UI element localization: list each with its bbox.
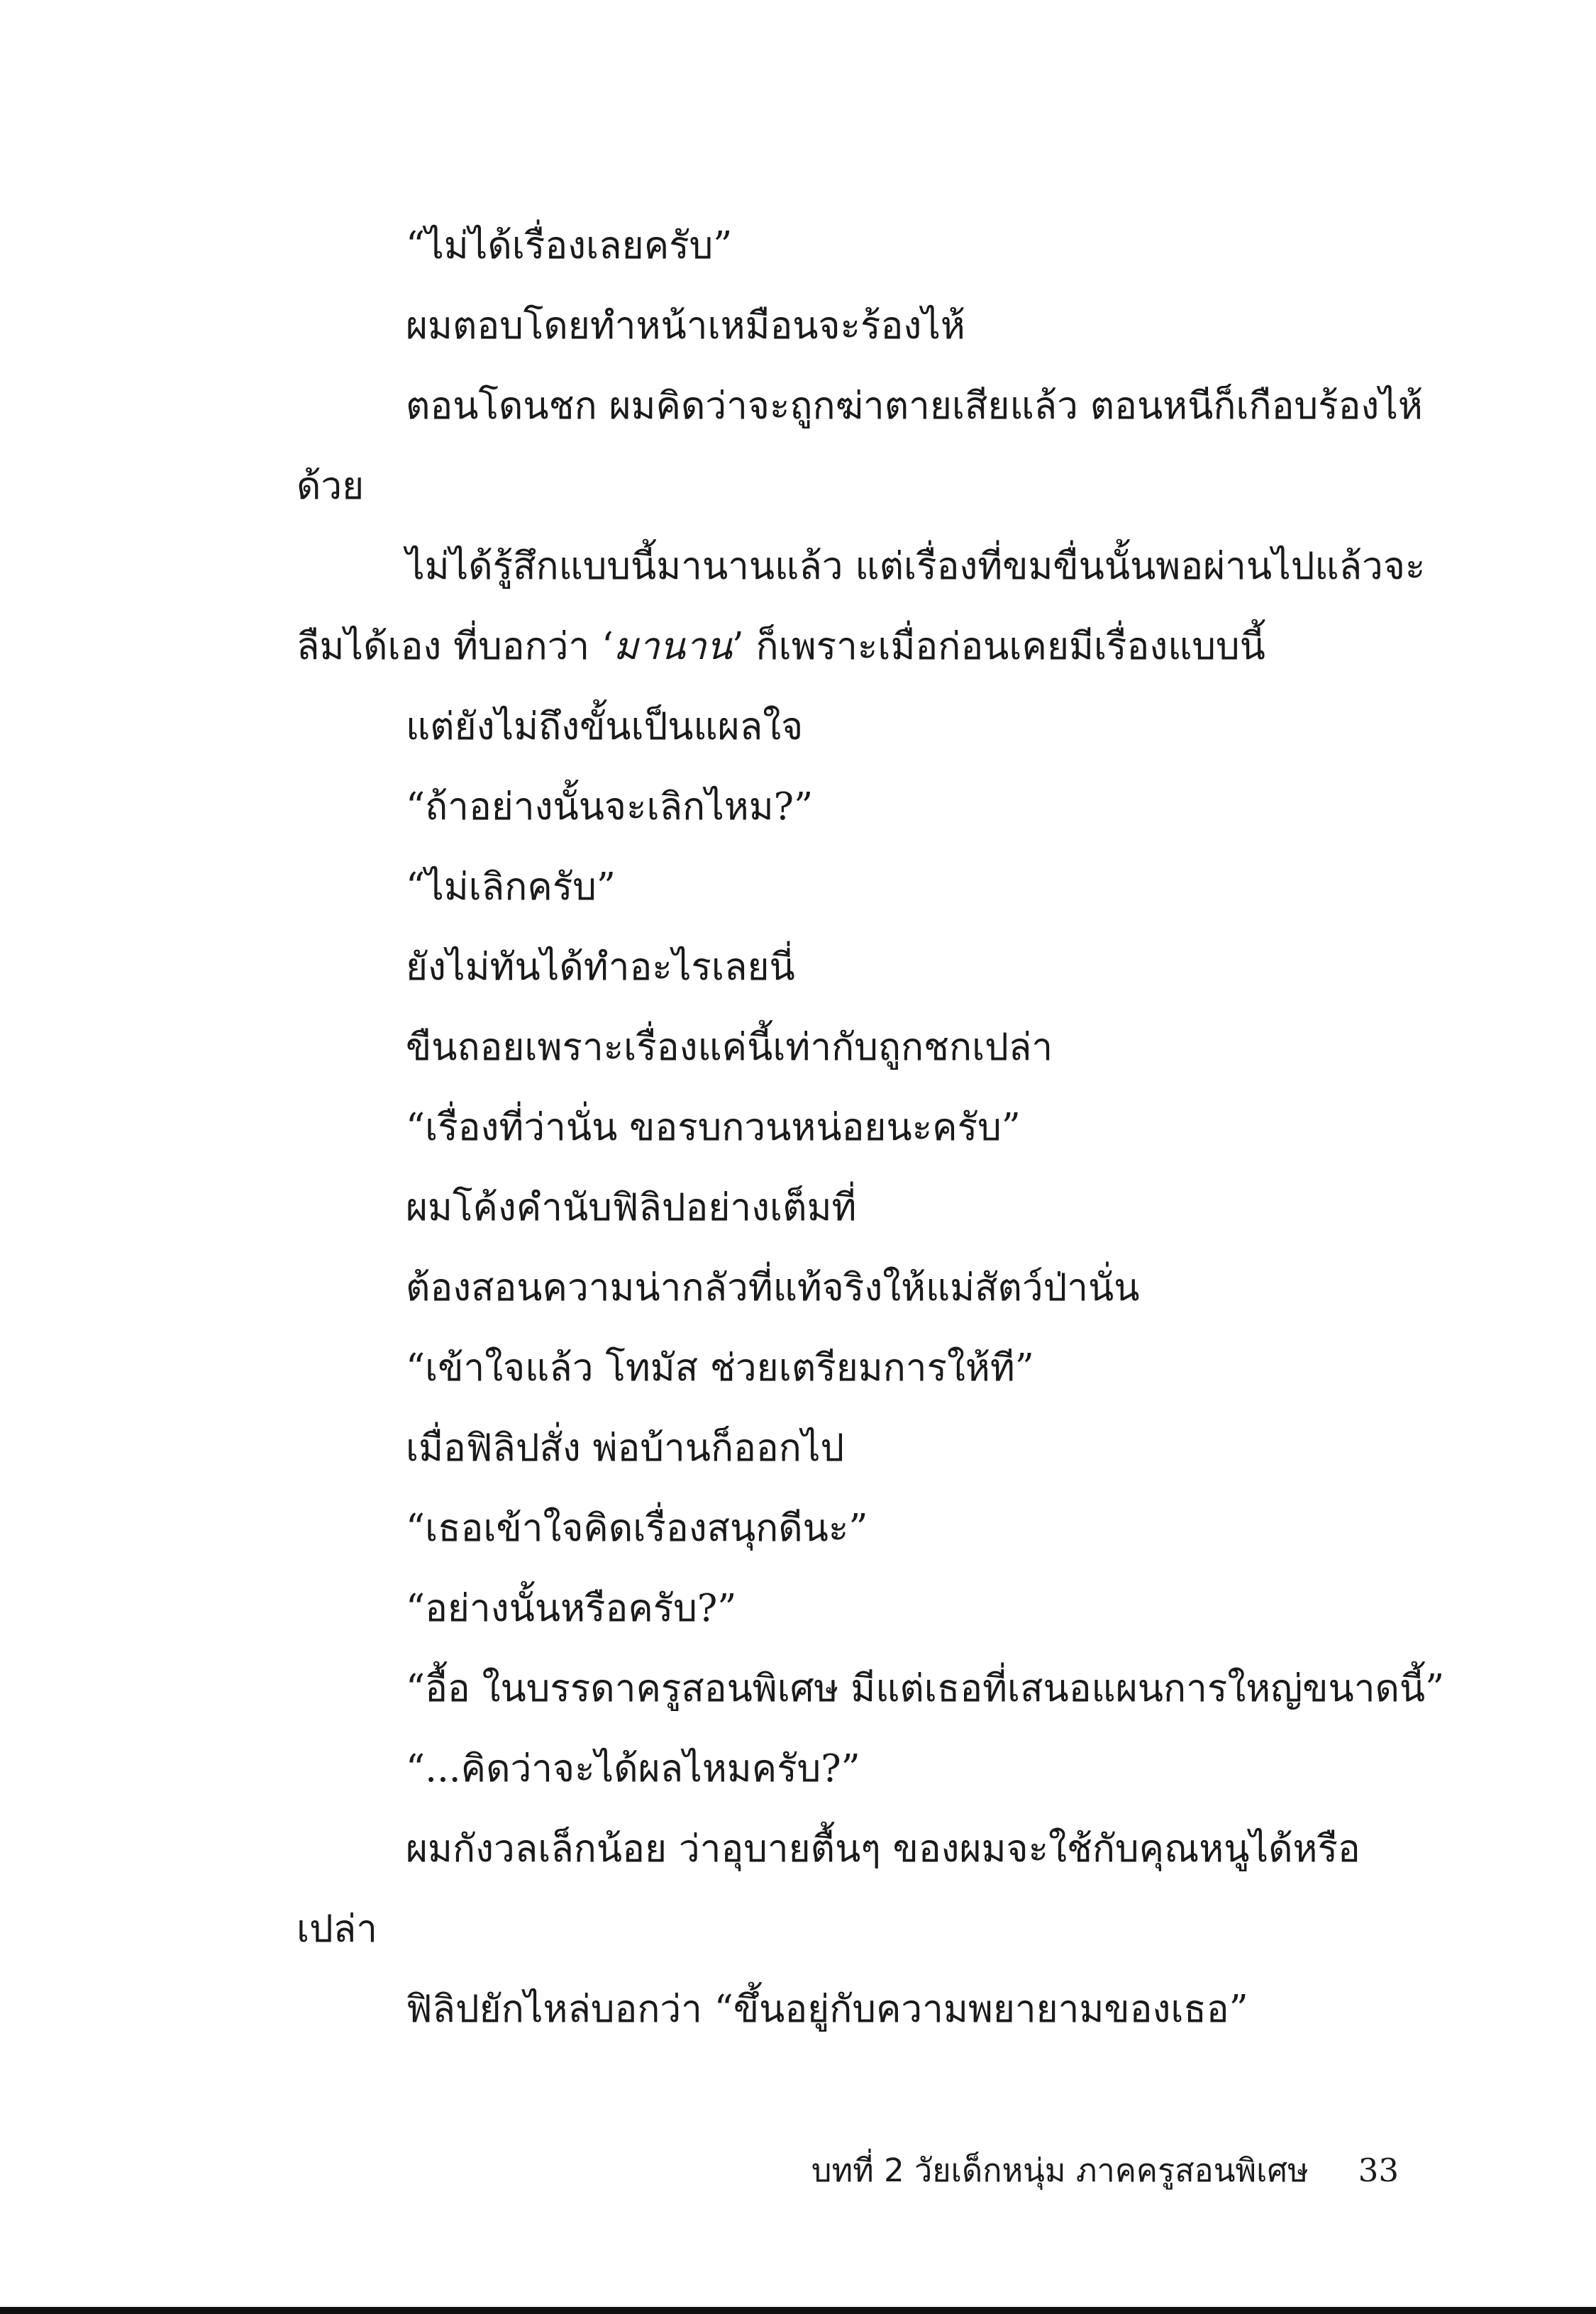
paragraph-line: ฟิลิปยักไหล่บอกว่า “ขึ้นอยู่กับความพยายามของเธอ” xyxy=(406,1988,1248,2031)
paragraph-line: เมื่อฟิลิปสั่ง พ่อบ้านก็ออกไป xyxy=(406,1427,845,1470)
dialogue-line: “เธอเข้าใจคิดเรื่องสนุกดีนะ” xyxy=(406,1507,868,1550)
paragraph-line: ผมตอบโดยทำหน้าเหมือนจะร้องไห้ xyxy=(406,304,965,348)
paragraph-line: “ไม่ได้เรื่องเลยครับ” xyxy=(406,224,733,267)
paragraph-line: เปล่า xyxy=(297,1908,377,1951)
dialogue-line: “เข้าใจแล้ว โทมัส ช่วยเตรียมการให้ที” xyxy=(406,1346,1034,1390)
paragraph-line: ไม่ได้รู้สึกแบบนี้มานานแล้ว แต่เรื่องที่ขมขื่นนั้นพอผ่านไปแล้วจะ xyxy=(406,545,1426,588)
dialogue-line: “อื้อ ในบรรดาครูสอนพิเศษ มีแต่เธอที่เสนอแผนการใหญ่ขนาดนี้” xyxy=(406,1667,1445,1710)
dialogue-line: “...คิดว่าจะได้ผลไหมครับ?” xyxy=(406,1747,860,1790)
bottom-edge-rule xyxy=(0,2307,1596,2314)
emphasized-word: มานาน xyxy=(613,625,732,668)
paragraph-line: ต้องสอนความน่ากลัวที่แท้จริงให้แม่สัตว์ป่านั่น xyxy=(406,1266,1140,1310)
dialogue-line: “อย่างนั้นหรือครับ?” xyxy=(406,1587,737,1630)
dialogue-line: “ถ้าอย่างนั้นจะเลิกไหม?” xyxy=(406,785,814,829)
dialogue-line: “ไม่เลิกครับ” xyxy=(406,865,616,909)
paragraph-line: แต่ยังไม่ถึงขั้นเป็นแผลใจ xyxy=(406,705,804,748)
paragraph-line: ยังไม่ทันได้ทำอะไรเลยนี่ xyxy=(406,946,795,989)
paragraph-line: ตอนโดนชก ผมคิดว่าจะถูกฆ่าตายเสียแล้ว ตอนหนีก็เกือบร้องไห้ xyxy=(406,384,1423,428)
paragraph-line: ผมโค้งคำนับฟิลิปอย่างเต็มที่ xyxy=(406,1186,857,1229)
paragraph-line: ผมกังวลเล็กน้อย ว่าอุบายตื้นๆ ของผมจะใช้กับคุณหนูได้หรือ xyxy=(406,1827,1361,1871)
paragraph-line: ขืนถอยเพราะเรื่องแค่นี้เท่ากับถูกชกเปล่า xyxy=(406,1026,1053,1069)
paragraph-line xyxy=(297,622,1265,672)
dialogue-line: “เรื่องที่ว่านั่น ขอรบกวนหน่อยนะครับ” xyxy=(406,1106,1021,1149)
line-text-after-quote: ’ ก็เพราะเมื่อก่อนเคยมีเรื่องแบบนี้ xyxy=(731,625,1265,668)
chapter-running-title: บทที่ 2 วัยเด็กหนุ่ม ภาคครูสอนพิเศษ xyxy=(811,2152,1309,2189)
page-footer xyxy=(811,2149,1399,2192)
paragraph-line: ด้วย xyxy=(297,465,365,508)
line-text-before-quote: ลืมได้เอง ที่บอกว่า ‘ xyxy=(297,625,614,668)
page-number: 33 xyxy=(1358,2152,1399,2189)
